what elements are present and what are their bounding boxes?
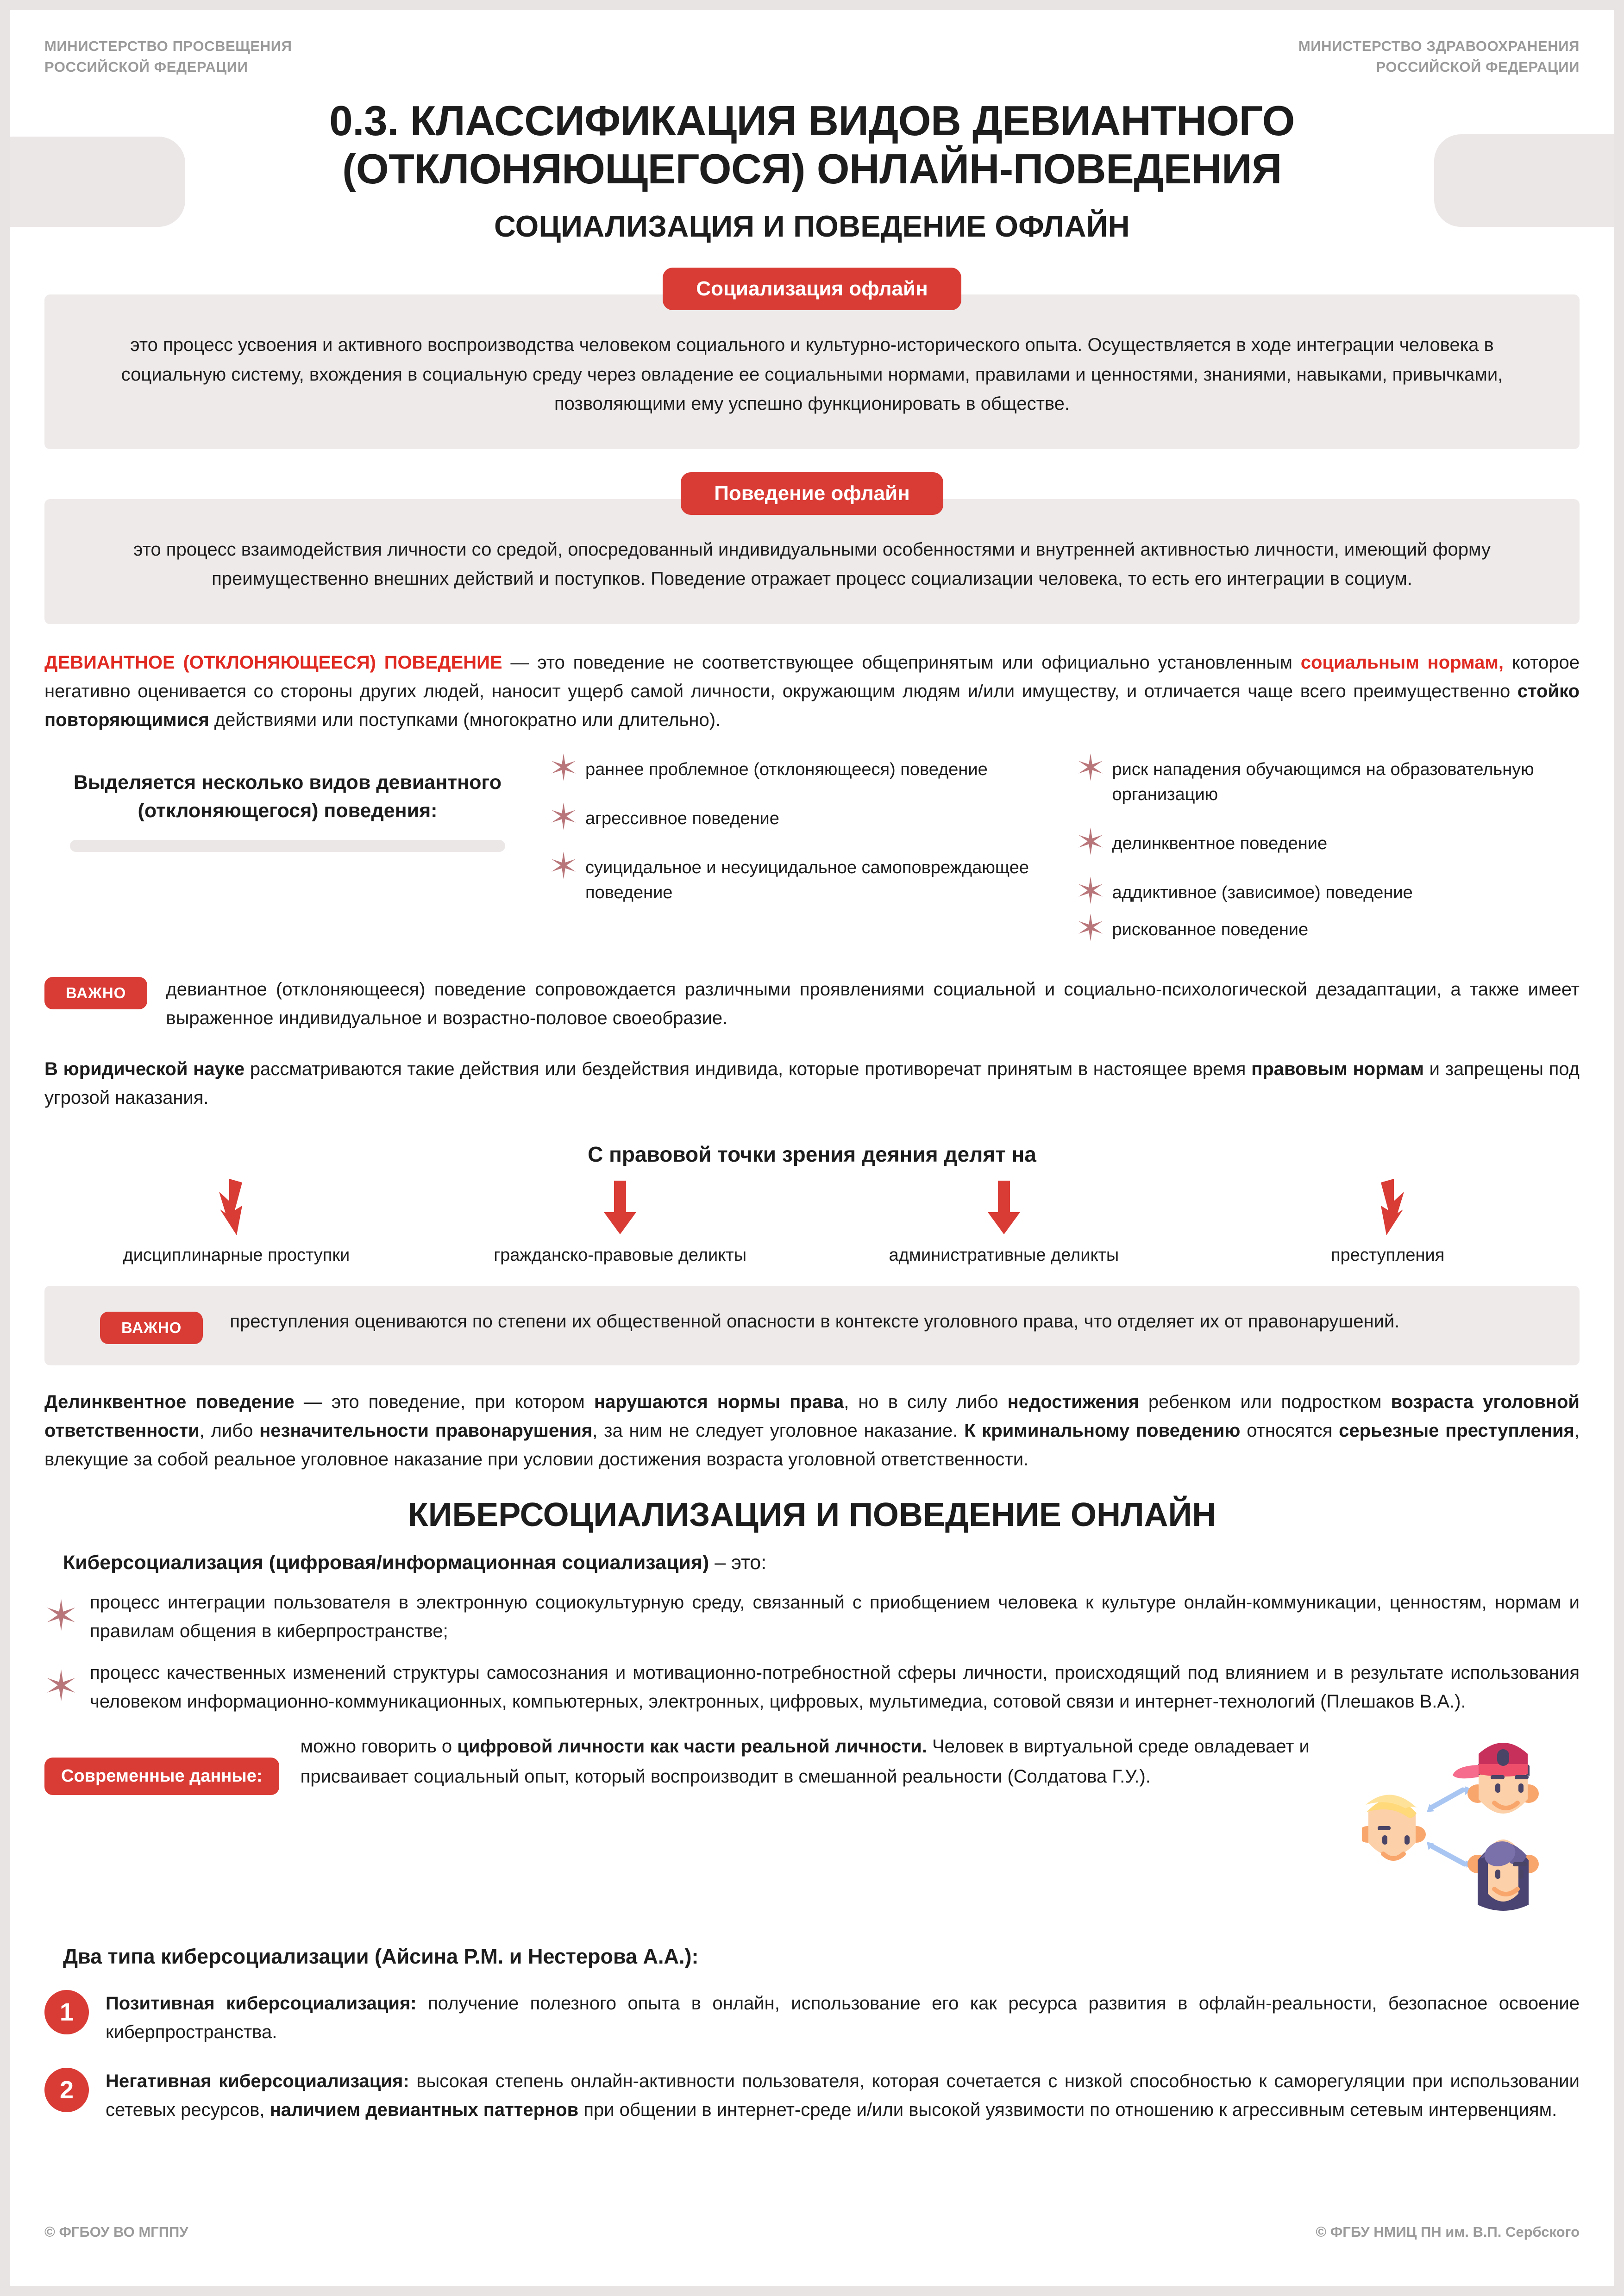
numbered-item-1-text <box>106 1989 1580 2046</box>
numbered-item-2 <box>44 2067 1580 2124</box>
definition-socialization-text: это процесс усвоения и активного воспроизводства человеком социального и культурно-исторического опыта. Осуществляется в ходе интеграции человека в социальную систему, вхождения в социальную среду через овладение ее социальными нормами, правилами и ценностями, знаниями, навыками, привычками, позволяющими ему успешно функционировать в обществе. <box>121 335 1503 414</box>
list-item-label: делинквентное поведение <box>1112 834 1328 854</box>
ministry-education-line2: РОССИЙСКОЙ ФЕДЕРАЦИИ <box>44 58 248 75</box>
down-arrow-icon <box>206 1179 266 1237</box>
deviant-part2: которое негативно оценивается со стороны других людей, наносит ущерб самой личности, окружающим людям и/или имуществу, и отличается чаще всего преимущественно <box>44 652 1580 702</box>
numbered-item-1-bold: Позитивная киберсоциализация: <box>106 1993 417 2014</box>
legal-part-1: рассматриваются такие действия или бездействия индивида, которые противоречат принятым в настоящее время <box>245 1059 1252 1080</box>
cyber-lead <box>44 1552 1580 1574</box>
delinquent-part-1: — это поведение, при котором <box>294 1392 594 1413</box>
legal-categories-heading: С правовой точки зрения деяния делят на <box>588 1142 1036 1167</box>
delinquent-bold-1: Делинквентное поведение <box>44 1392 295 1413</box>
deviant-types-column-right <box>1076 756 1580 965</box>
delinquent-part-6: относятся <box>1240 1420 1339 1441</box>
list-item <box>44 1658 1580 1716</box>
definition-behavior-text: это процесс взаимодействия личности со средой, опосредованный индивидуальными особенностями и внутренней активностью личности, имеющий форму преимущественно внешних действий и поступков. Поведение отражает процесс социализации человека, то есть его интеграции в социум. <box>133 539 1491 589</box>
list-item-label: суицидальное и несуицидальное самоповреждающее поведение <box>585 858 1029 903</box>
legal-category-0 <box>44 1179 428 1265</box>
ministry-education <box>44 36 292 78</box>
delinquent-bold-7: серьезные преступления <box>1339 1420 1574 1441</box>
legal-category-label: административные деликты <box>889 1245 1119 1265</box>
list-item <box>549 805 1053 832</box>
legal-science-paragraph <box>44 1055 1580 1112</box>
deviant-types-columns <box>549 756 1580 965</box>
list-item <box>549 756 1053 782</box>
definition-behavior <box>44 472 1580 624</box>
modern-data-row <box>44 1732 1580 1924</box>
decorative-rule <box>70 840 505 852</box>
down-arrow-icon <box>1358 1179 1418 1237</box>
legal-category-label: дисциплинарные проступки <box>123 1245 350 1265</box>
deviant-highlight-social-norms: социальным нормам, <box>1300 652 1504 673</box>
number-badge: 2 <box>44 2068 89 2112</box>
avatar-girl <box>1467 1838 1539 1911</box>
list-item-label: аддиктивное (зависимое) поведение <box>1112 883 1413 903</box>
ministry-education-line1: МИНИСТЕРСТВО ПРОСВЕЩЕНИЯ <box>44 38 292 54</box>
status-badge-important: ВАЖНО <box>100 1312 203 1344</box>
cyber-lead-rest: – это: <box>709 1552 767 1574</box>
list-item-label: риск нападения обучающимся на образовательную организацию <box>1112 760 1534 805</box>
list-item-label: раннее проблемное (отклоняющееся) поведение <box>585 760 988 780</box>
list-item <box>1076 830 1580 857</box>
delinquent-part-7: , влекущие за собой реальное уголовное наказание при условии достижения возраста уголовной ответственности. <box>44 1420 1580 1470</box>
legal-bold-1: В юридической науке <box>44 1059 245 1080</box>
list-item <box>549 854 1053 906</box>
numbered-item-2-text-a: высокая степень онлайн-активности пользователя, которая сочетается с низкой способностью к саморегуляции при использовании сетевых ресурсов, <box>106 2071 1580 2121</box>
deviant-part1: — это поведение не соответствующее общепринятым или официально установленным <box>502 652 1301 673</box>
star-bullet-icon <box>549 851 578 880</box>
star-bullet-icon <box>1076 827 1105 856</box>
numbered-item-2-text <box>106 2067 1580 2124</box>
delinquent-bold-6: К криминальному поведению <box>964 1420 1241 1441</box>
arrow-holder <box>44 1179 428 1239</box>
ministry-health-line2: РОССИЙСКОЙ ФЕДЕРАЦИИ <box>1376 58 1580 75</box>
list-item-label: процесс интеграции пользователя в электронную социокультурную среду, связанный с приобщением человека к культуре онлайн-коммуникации, ценностям, нормам и правилам общения в киберпространстве; <box>90 1592 1580 1642</box>
deviant-definition-paragraph <box>44 648 1580 734</box>
modern-data-text <box>301 1732 1362 1792</box>
footer-copyright-left: © ФГБОУ ВО МГППУ <box>44 2224 188 2240</box>
number-badge: 1 <box>44 1990 89 2034</box>
deviant-term: ДЕВИАНТНОЕ (ОТКЛОНЯЮЩЕЕСЯ) ПОВЕДЕНИЕ <box>44 652 502 673</box>
avatars-illustration <box>1362 1725 1580 1924</box>
list-item <box>44 1588 1580 1645</box>
down-arrow-icon <box>599 1179 641 1237</box>
star-bullet-icon <box>44 1669 78 1702</box>
down-arrow-icon <box>983 1179 1025 1237</box>
legal-category-1 <box>428 1179 812 1265</box>
delinquent-paragraph <box>44 1388 1580 1474</box>
star-bullet-icon <box>44 1598 78 1632</box>
ministry-health-line1: МИНИСТЕРСТВО ЗДРАВООХРАНЕНИЯ <box>1298 38 1580 54</box>
ministry-health <box>1298 36 1580 78</box>
deviant-types-heading: Выделяется несколько видов девиантного (отклоняющегося) поведения: <box>73 771 502 822</box>
delinquent-part-3: ребенком или подростком <box>1139 1392 1391 1413</box>
star-bullet-icon <box>549 802 578 831</box>
ministries-header <box>44 0 1580 78</box>
legal-category-3 <box>1196 1179 1580 1265</box>
important-note-2 <box>44 1286 1580 1365</box>
numbered-item-2-bold: Негативная киберсоциализация: <box>106 2071 409 2092</box>
legal-bold-2: правовым нормам <box>1251 1059 1424 1080</box>
legal-categories-row <box>44 1179 1580 1265</box>
delinquent-bold-4: возраста уголовной ответственности <box>44 1392 1580 1441</box>
cyber-bullets <box>44 1588 1580 1716</box>
page-title-line2: (ОТКЛОНЯЮЩЕГОСЯ) ОНЛАЙН-ПОВЕДЕНИЯ <box>342 145 1282 193</box>
cyber-section-title: КИБЕРСОЦИАЛИЗАЦИЯ И ПОВЕДЕНИЕ ОНЛАЙН <box>408 1496 1216 1534</box>
deviant-part3: действиями или поступками (многократно или длительно). <box>209 710 721 731</box>
label-behavior-offline: Поведение офлайн <box>681 472 943 515</box>
definition-socialization <box>44 268 1580 449</box>
star-bullet-icon <box>1076 876 1105 905</box>
list-item <box>1076 756 1580 807</box>
avatar-boy-cap <box>1453 1743 1539 1814</box>
arrow-holder <box>428 1179 812 1239</box>
label-socialization-offline: Социализация офлайн <box>663 268 961 310</box>
deviant-types-column-left <box>549 756 1053 965</box>
numbered-item-2-bold-b: наличием девиантных паттернов <box>270 2100 579 2121</box>
important-note-1 <box>44 975 1580 1032</box>
legal-category-2 <box>812 1179 1196 1265</box>
legal-part-2: и запрещены под угрозой наказания. <box>44 1059 1580 1108</box>
status-badge-modern-data: Современные данные: <box>44 1758 279 1795</box>
star-bullet-icon <box>1076 913 1105 942</box>
legal-category-label: преступления <box>1330 1245 1445 1265</box>
deviant-bold-repeating: стойко повторяющимися <box>44 681 1580 731</box>
delinquent-part-4: , либо <box>199 1420 260 1441</box>
arrow-holder <box>812 1179 1196 1239</box>
numbered-item-1 <box>44 1989 1580 2046</box>
page-subtitle: СОЦИАЛИЗАЦИЯ И ПОВЕДЕНИЕ ОФЛАЙН <box>494 209 1130 244</box>
numbered-item-2-text-b: при общении в интернет-среде и/или высокой уязвимости по отношению к агрессивным сетевым интервенциям. <box>578 2100 1557 2121</box>
modern-part-1: можно говорить о <box>300 1736 458 1757</box>
list-item-label: рискованное поведение <box>1112 920 1309 940</box>
important-note-1-text: девиантное (отклоняющееся) поведение сопровождается различными проявлениями социальной и социально-психологической дезадаптации, а также имеет выраженное индивидуальное и возрастно-половое своеобразие. <box>166 979 1580 1029</box>
list-item-label: агрессивное поведение <box>585 809 779 829</box>
footer-copyright-right: © ФГБУ НМИЦ ПН им. В.П. Сербского <box>1316 2224 1580 2240</box>
arrow-holder <box>1196 1179 1580 1239</box>
delinquent-part-5: , за ним не следует уголовное наказание. <box>592 1420 965 1441</box>
two-types-heading: Два типа киберсоциализации (Айсина Р.М. и Нестерова А.А.): <box>63 1945 699 1969</box>
panel-socialization-offline <box>44 294 1580 449</box>
avatar-boy-blond <box>1362 1795 1426 1858</box>
star-bullet-icon <box>1076 753 1105 782</box>
delinquent-bold-3: недостижения <box>1007 1392 1139 1413</box>
page-title <box>219 97 1405 193</box>
important-note-2-text: преступления оцениваются по степени их общественной опасности в контексте уголовного права, что отделяет их от правонарушений. <box>230 1311 1400 1332</box>
legal-category-label: гражданско-правовые деликты <box>494 1245 747 1265</box>
star-bullet-icon <box>549 753 578 782</box>
panel-behavior-offline <box>44 499 1580 624</box>
list-item-label: процесс качественных изменений структуры самосознания и мотивационно-потребностной сферы личности, происходящий под влиянием и в результате использования человеком информационно-коммуникационных, компьютерных, электронных, цифровых, мультимедиа, сотовой связи и интернет-технологий (Плешаков В.А.). <box>90 1663 1580 1712</box>
cyber-lead-bold: Киберсоциализация (цифровая/информационная социализация) <box>63 1552 709 1574</box>
delinquent-bold-5: незначительности правонарушения <box>259 1420 593 1441</box>
delinquent-bold-2: нарушаются нормы права <box>594 1392 844 1413</box>
modern-bold: цифровой личности как части реальной личности. <box>457 1736 927 1757</box>
modern-part-2: Человек в виртуальной среде овладевает и присваивает социальный опыт, который воспроизводит в смешанной реальности (Солдатова Г.У.). <box>300 1736 1310 1787</box>
page-title-line1: 0.3. КЛАССИФИКАЦИЯ ВИДОВ ДЕВИАНТНОГО <box>329 97 1295 144</box>
delinquent-part-2: , но в силу либо <box>844 1392 1008 1413</box>
status-badge-important: ВАЖНО <box>44 977 147 1009</box>
deviant-types-block <box>44 756 1580 965</box>
numbered-item-1-rest: получение полезного опыта в онлайн, использование его как ресурса развития в офлайн-реальности, безопасное освоение киберпространства. <box>106 1993 1580 2043</box>
list-item <box>1076 916 1580 943</box>
page-footer <box>44 2224 1580 2240</box>
list-item <box>1076 879 1580 906</box>
three-avatars-icon <box>1362 1725 1580 1924</box>
deviant-types-heading-col <box>44 756 549 965</box>
